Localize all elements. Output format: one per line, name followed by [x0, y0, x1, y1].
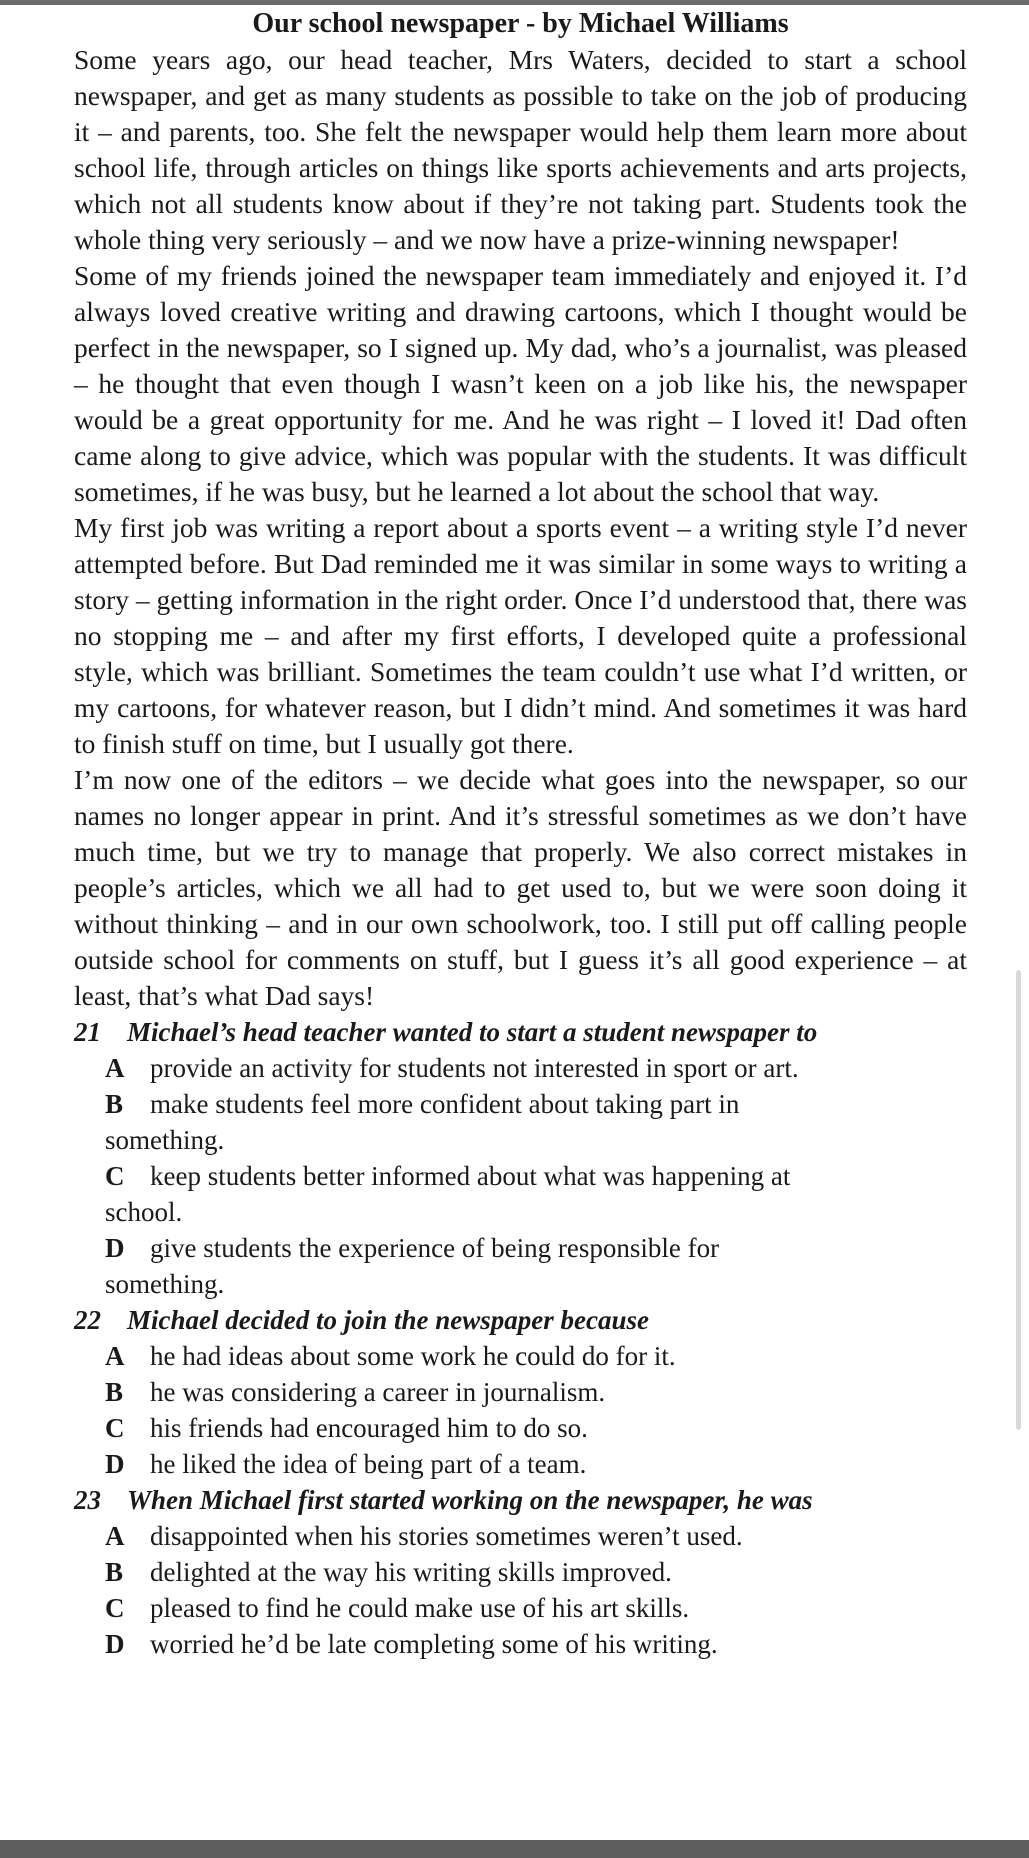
answer-option[interactable] [74, 1338, 967, 1374]
option-text: disappointed when his stories sometimes weren’t used. [150, 1521, 743, 1551]
answer-option[interactable] [74, 1446, 967, 1482]
option-letter: A [105, 1053, 125, 1083]
answer-option[interactable] [74, 1050, 967, 1086]
question-23 [74, 1482, 967, 1662]
option-text: he was considering a career in journalism. [150, 1377, 606, 1407]
option-letter: A [105, 1341, 125, 1371]
document-page [74, 6, 967, 1662]
option-letter: C [105, 1593, 125, 1623]
question-text: Michael decided to join the newspaper because [127, 1305, 649, 1335]
question-21 [74, 1014, 967, 1302]
option-text: he liked the idea of being part of a team. [150, 1449, 587, 1479]
top-edge-bar [0, 0, 1029, 5]
option-letter: D [105, 1233, 125, 1263]
answer-option[interactable] [74, 1230, 825, 1302]
option-letter: D [105, 1449, 125, 1479]
answer-option[interactable] [74, 1158, 825, 1230]
answer-option[interactable] [74, 1086, 825, 1158]
scrollbar-thumb[interactable] [1016, 970, 1021, 1430]
article-body [74, 42, 967, 1014]
answer-option[interactable] [74, 1518, 967, 1554]
answer-option[interactable] [74, 1626, 967, 1662]
article-title: Our school newspaper - by Michael Williams [252, 8, 789, 39]
option-text: worried he’d be late completing some of his writing. [150, 1629, 718, 1659]
option-letter: A [105, 1521, 125, 1551]
option-text: pleased to find he could make use of his art skills. [150, 1593, 690, 1623]
option-letter: B [105, 1377, 124, 1407]
article-paragraph: My first job was writing a report about a sports event – a writing style I’d never attempted before. But Dad reminded me it was similar in some ways to writing a story – getting information in the right order. Once I’d understood that, there was no stopping me – and after my first efforts, I developed quite a professional style, which was brilliant. Sometimes the team couldn’t use what I’d written, or my cartoons, for whatever reason, but I didn’t mind. And sometimes it was hard to finish stuff on time, but I usually got there. [74, 512, 967, 759]
article-paragraph: I’m now one of the editors – we decide what goes into the newspaper, so our names no longer appear in print. And it’s stressful sometimes as we don’t have much time, but we try to manage that properly. We also correct mistakes in people’s articles, which we all had to get used to, but we were soon doing it without thinking – and in our own schoolwork, too. I still put off calling people outside school for comments on stuff, but I guess it’s all good experience – at least, that’s what Dad says! [74, 764, 967, 1011]
option-letter: B [105, 1557, 124, 1587]
option-text: make students feel more confident about taking part in something. [105, 1089, 740, 1155]
question-stem [74, 1014, 967, 1050]
answer-option[interactable] [74, 1554, 967, 1590]
question-text: When Michael first started working on the newspaper, he was [127, 1485, 813, 1515]
option-letter: C [105, 1413, 125, 1443]
question-stem [74, 1482, 874, 1518]
answer-option[interactable] [74, 1410, 967, 1446]
option-text: provide an activity for students not interested in sport or art. [150, 1053, 799, 1083]
option-letter: B [105, 1089, 124, 1119]
article-paragraph: Some of my friends joined the newspaper team immediately and enjoyed it. I’d always loved creative writing and drawing cartoons, which I thought would be perfect in the newspaper, so I signed up. My dad, who’s a journalist, was pleased – he thought that even though I wasn’t keen on a job like his, the newspaper would be a great opportunity for me. And he was right – I loved it! Dad often came along to give advice, which was popular with the students. It was difficult sometimes, if he was busy, but he learned a lot about the school that way. [74, 260, 967, 507]
article-paragraph: Some years ago, our head teacher, Mrs Waters, decided to start a school newspaper, and get as many students as possible to take on the job of producing it – and parents, too. She felt the newspaper would help them learn more about school life, through articles on things like sports achievements and arts projects, which not all students know about if they’re not taking part. Students took the whole thing very seriously – and we now have a prize-winning newspaper! [74, 44, 967, 255]
option-letter: C [105, 1161, 125, 1191]
option-letter: D [105, 1629, 125, 1659]
option-text: delighted at the way his writing skills improved. [150, 1557, 672, 1587]
answer-option[interactable] [74, 1374, 967, 1410]
question-number: 23 [74, 1485, 101, 1515]
option-text: give students the experience of being responsible for something. [105, 1233, 720, 1299]
question-text: Michael’s head teacher wanted to start a student newspaper to [127, 1017, 818, 1047]
question-number: 22 [74, 1305, 101, 1335]
answer-option[interactable] [74, 1590, 967, 1626]
question-number: 21 [74, 1017, 101, 1047]
bottom-edge-bar [0, 1840, 1029, 1858]
question-22 [74, 1302, 967, 1482]
question-stem [74, 1302, 967, 1338]
option-text: keep students better informed about what was happening at school. [105, 1161, 791, 1227]
option-text: he had ideas about some work he could do for it. [150, 1341, 676, 1371]
option-text: his friends had encouraged him to do so. [150, 1413, 588, 1443]
